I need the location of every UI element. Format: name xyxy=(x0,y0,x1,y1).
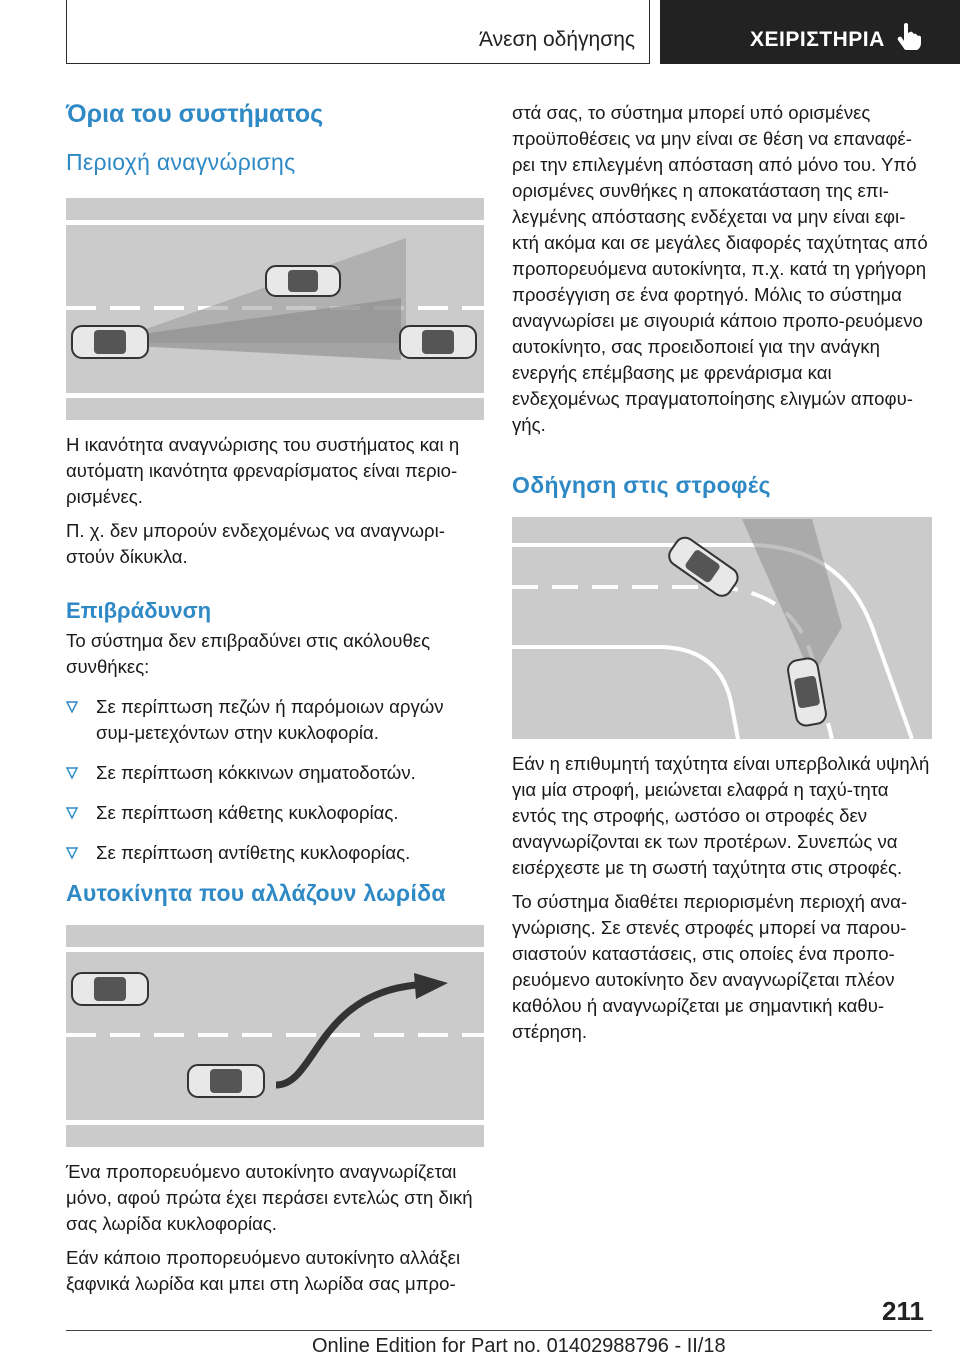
curves-figure xyxy=(512,517,932,739)
footer-divider xyxy=(66,1330,932,1331)
detection-paragraph-2: Π. χ. δεν μπορούν ενδεχομένως να αναγνωρι-στούν δίκυκλα. xyxy=(66,520,445,567)
curves-heading: Οδήγηση στις στροφές xyxy=(512,472,771,498)
triangle-bullet-icon xyxy=(66,847,78,859)
page-number: 211 xyxy=(882,1296,924,1326)
braking-intro: Το σύστημα δεν επιβραδύνει στις ακόλουθες συνθήκες: xyxy=(66,630,431,677)
car-upper-lane xyxy=(72,973,148,1005)
list-item xyxy=(66,800,484,826)
lane-change-heading: Αυτοκίνητα που αλλάζουν λωρίδα xyxy=(66,880,446,906)
car-ahead-upper xyxy=(266,266,340,296)
header-section-title: Άνεση οδήγησης xyxy=(479,28,635,51)
list-item xyxy=(66,694,484,746)
lane-change-figure xyxy=(66,925,484,1147)
detection-paragraph-1: Η ικανότητα αναγνώρισης του συστήματος και η αυτόματη ικανότητα φρεναρίσματος είναι περιο-ρισμένες. xyxy=(66,434,460,507)
car-lower-lane xyxy=(188,1065,264,1097)
detection-range-figure xyxy=(66,198,484,420)
car-ahead-right xyxy=(400,326,476,358)
lane-paragraph-2: Εάν κάποιο προπορευόμενο αυτοκίνητο αλλάξει ξαφνικά λωρίδα και μπει στη λωρίδα σας μπρο- xyxy=(66,1247,461,1294)
list-item-text: Σε περίπτωση κάθετης κυκλοφορίας. xyxy=(96,802,399,823)
triangle-bullet-icon xyxy=(66,701,78,713)
lane-change-illustration xyxy=(66,925,484,1147)
car-own xyxy=(72,326,148,358)
curves-paragraph-1: Εάν η επιθυμητή ταχύτητα είναι υπερβολικά υψηλή για μία στροφή, μειώνεται ελαφρά η ταχύ-τητα εντός της στροφής, ωστόσο οι στροφές δεν αναγνωρίζονται εκ των προτέρων. Συνεπώς να εισέρχεστε με τη σωστή ταχύτητα στις στροφές. xyxy=(512,753,930,878)
braking-heading: Επιβράδυνση xyxy=(66,598,212,623)
curves-paragraph-2: Το σύστημα διαθέτει περιορισμένη περιοχή ανα-γνώρισης. Σε στενές στροφές μπορεί να παρου-σιαστούν καταστάσεις, στις οποίες ένα προπο-ρευόμενο αυτοκίνητο δεν αναγνωρίζεται πλέον καθόλου ή αναγνωρίζεται με σημαντική καθυ-στέρηση. xyxy=(512,891,908,1042)
triangle-bullet-icon xyxy=(66,807,78,819)
triangle-bullet-icon xyxy=(66,767,78,779)
header-section-box xyxy=(66,0,650,64)
lane-paragraph-1: Ένα προπορευόμενο αυτοκίνητο αναγνωρίζεται μόνο, αφού πρώτα έχει περάσει εντελώς στη δική σας λωρίδα κυκλοφορίας. xyxy=(66,1161,473,1234)
header-manual-label: ΧΕΙΡΙΣΤΗΡΙΑ xyxy=(750,28,885,51)
header-manual-tab[interactable] xyxy=(660,0,960,64)
edition-note: Online Edition for Part no. 01402988796 - II/18 xyxy=(312,1335,726,1357)
hand-pointer-icon xyxy=(896,22,922,50)
list-item xyxy=(66,840,484,866)
detection-heading: Περιοχή αναγνώρισης xyxy=(66,149,296,175)
page-title: Όρια του συστήματος xyxy=(66,100,324,128)
left-column xyxy=(66,100,484,1305)
braking-conditions-list xyxy=(66,694,484,866)
right-column xyxy=(512,100,932,1053)
list-item xyxy=(66,760,484,786)
list-item-text: Σε περίπτωση πεζών ή παρόμοιων αργών συμ-μετεχόντων στην κυκλοφορία. xyxy=(96,696,444,743)
list-item-text: Σε περίπτωση αντίθετης κυκλοφορίας. xyxy=(96,842,411,863)
list-item-text: Σε περίπτωση κόκκινων σηματοδοτών. xyxy=(96,762,416,783)
continued-paragraph: στά σας, το σύστημα μπορεί υπό ορισμένες προϋποθέσεις να μην είναι σε θέση να επαναφέ-ρει την επιλεγμένη απόσταση από μόνο του. Υπό ορισμένες συνθήκες η αποκατάσταση της επι-λεγμένης απόστασης ενδέχεται να μην είναι εφι-κτή ακόμα και σε μεγάλες διαφορές ταχύτητας από προπορευόμενα αυτοκίνητα, π.χ. κατά τη γρήγορη προσέγγιση σε ένα φορτηγό. Μόλις το σύστημα αναγνωρίσει με σιγουριά κάποιο προπο-ρευόμενο αυτοκίνητο, σας προειδοποιεί για την ανάγκη ενεργής επέμβασης με φρενάρισμα και ενδεχομένως πραγματοποίησης ελιγμών αποφυ-γής. xyxy=(512,102,928,435)
detection-range-illustration xyxy=(66,198,484,420)
curve-illustration xyxy=(512,517,932,739)
